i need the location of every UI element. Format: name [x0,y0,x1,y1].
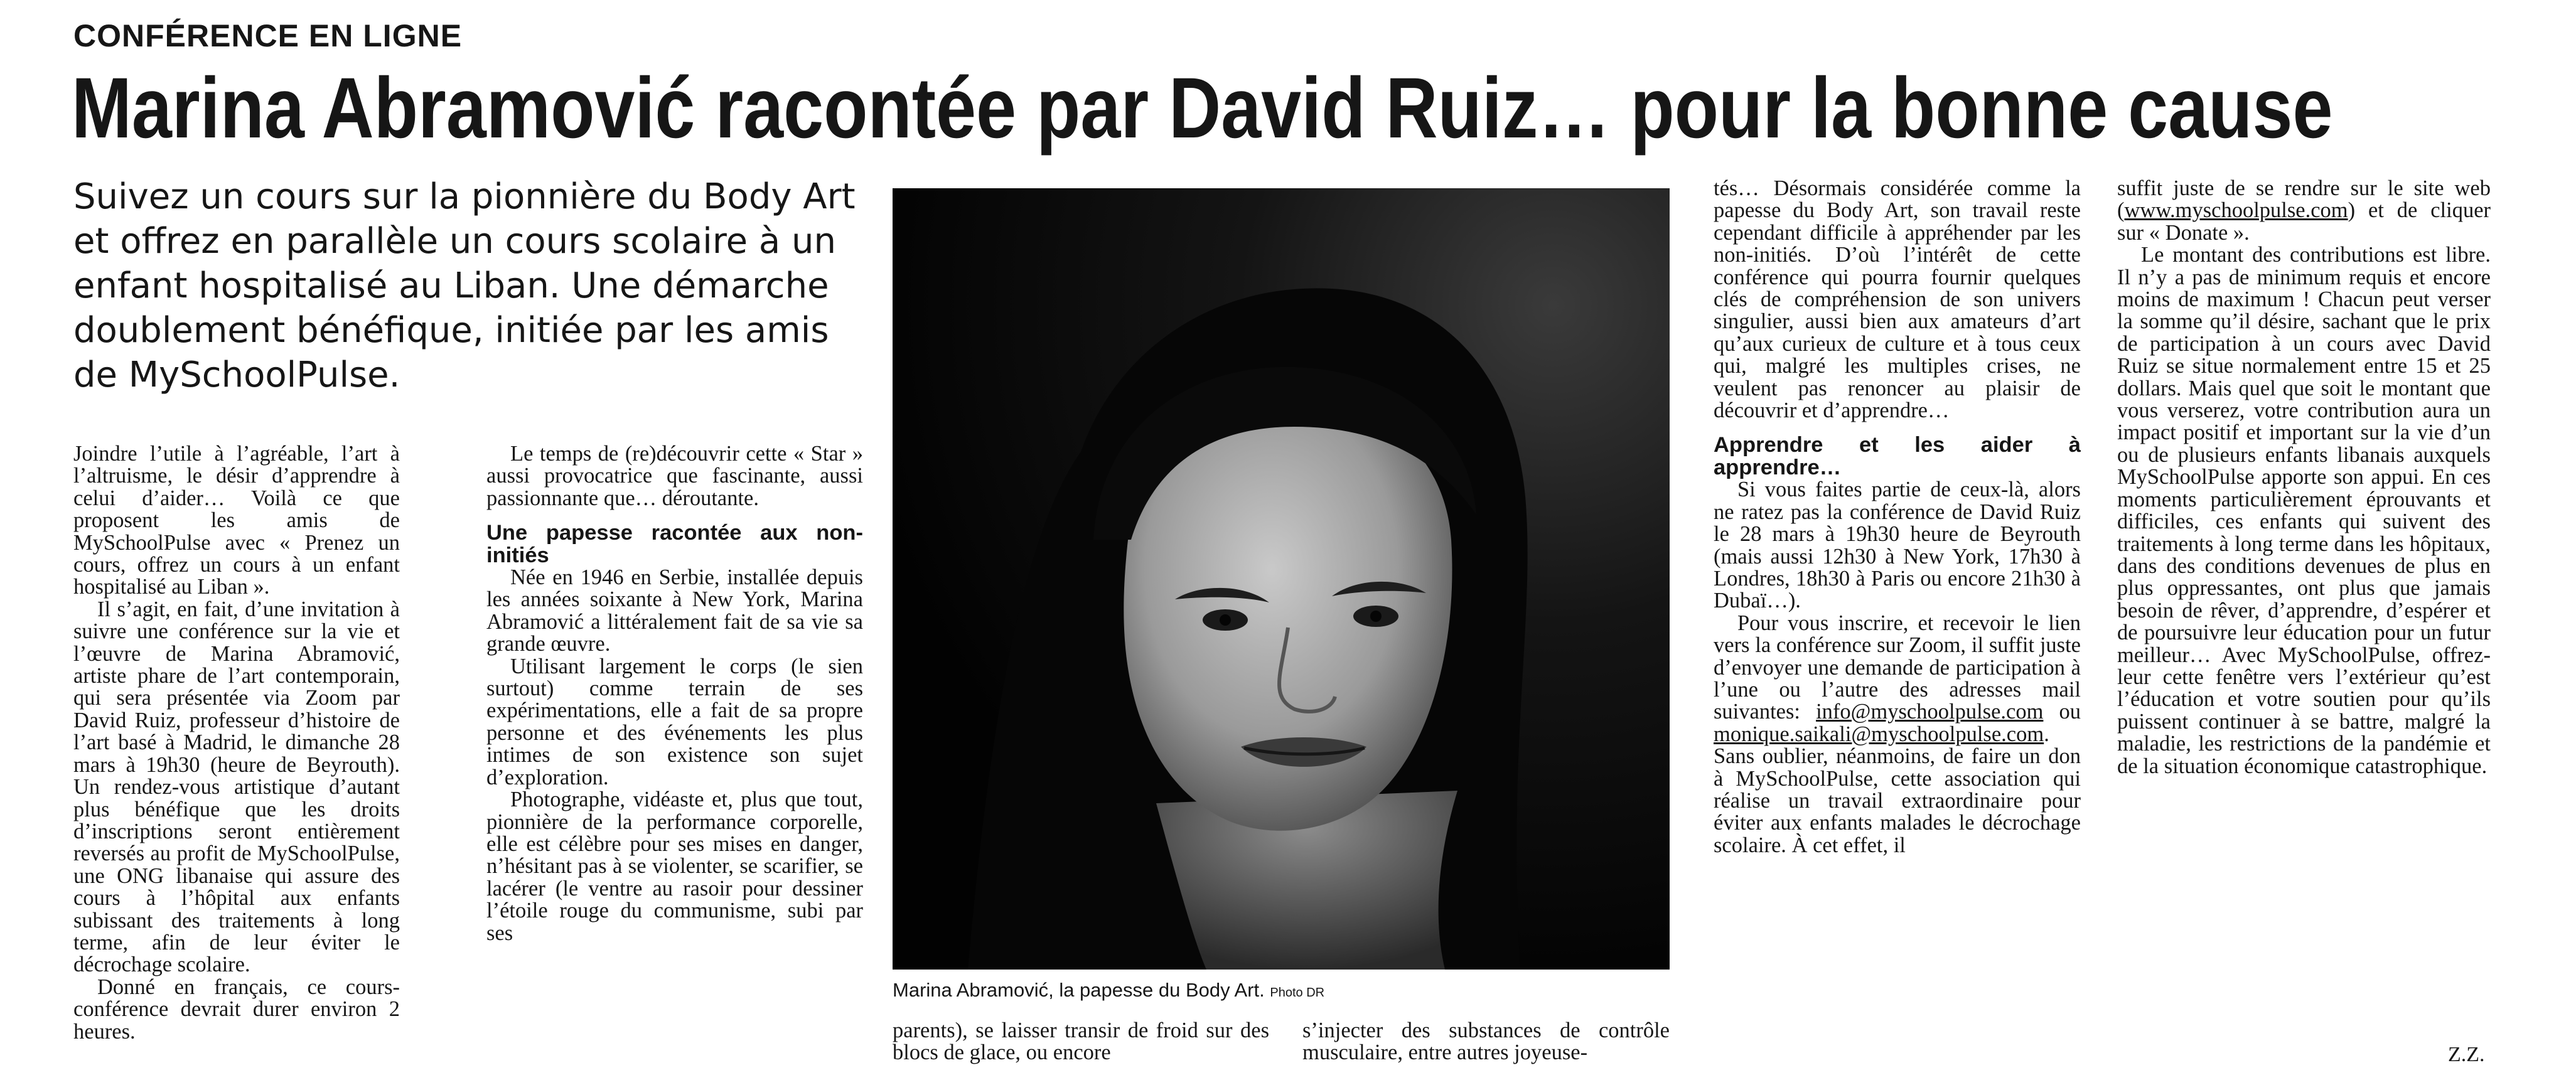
paragraph: Le montant des contributions est libre. Il n’y a pas de minimum requis et encore moins de maximum ! Chacun peut verser la somme qu’il désire, sachant que le prix de participation à un cours avec David Ruiz se situe normalement entre 15 et 25 dollars. Mais quel que soit le montant que vous verserez, votre contribution aura un impact positif et important sur la vie d’un ou de plusieurs enfants libanais auxquels MySchoolPulse apporte son appui. En ces moments particulièrement éprouvants et difficiles, ces enfants qui suivent des traitements à long terme dans les hôpitaux, dans des conditions devenues de plus en plus oppressantes, ont plus que jamais besoin de rêver, d’apprendre, d’espérer et de poursuivre leur éducation pour un futur meilleur… Avec MySchoolPulse, offrez-leur cette fenêtre vers l’extérieur qu’est l’éducation et votre soutien pour qu’ils puissent continuer à se battre, malgré la maladie, les restrictions de la pandémie et de la situation économique catastrophique. [2117,243,2491,778]
text-column-1 [73,443,400,1043]
paragraph: Si vous faites partie de ceux-là, alors ne ratez pas la conférence de David Ruiz le 28 mars à 19h30 heure de Beyrouth (mais aussi 12h30 à New York, 17h30 à Londres, 18h30 à Paris ou encore 21h30 à Dubaï…). [1714,478,2081,613]
text-column-6 [2117,178,2491,778]
paragraph [2117,178,2491,244]
paragraph: parents), se laisser transir de froid sur des blocs de glace, ou encore [893,1018,1269,1065]
paragraph-text: suffit juste de se rendre sur le site web ( [2117,176,2491,223]
subheading: Apprendre et les aider à apprendre… [1714,433,2081,479]
paragraph-text: Pour vous inscrire, et recevoir le lien vers la conférence sur Zoom, il suffit juste d’envoyer une demande de participation à l’une ou l’autre des adresses mail suivantes: [1714,611,2081,724]
paragraph: Le temps de (re)découvrir cette « Star » aussi provocatrice que fascinante, aussi passionnante que… déroutante. [486,442,863,510]
website-link[interactable]: www.myschoolpulse.com [2124,198,2348,223]
paragraph: tés… Désormais considérée comme la papesse du Body Art, son travail reste cependant difficile à appréhender par les non-initiés. D’où l’intérêt de cette conférence qui pourra fournir quelques clés de compréhension de son univers singulier, aussi bien aux amateurs d’art qu’aux curieux de culture et à tous ceux qui, malgré les multiples crises, ne veulent pas renoncer au plaisir de découvrir et d’apprendre… [1714,176,2081,423]
author-signature: Z.Z. [2448,1043,2485,1066]
text-column-4 [1302,1020,1670,1064]
paragraph: Il s’agit, en fait, d’une invitation à suivre une conférence sur la vie et l’œuvre de Marina Abramović, artiste phare de l’art contemporain, qui sera présentée via Zoom par David Ruiz, professeur d’histoire de l’art basé à Madrid, le dimanche 28 mars à 19h30 (heure de Beyrouth). Un rendez-vous artistique d’autant plus bénéfique que les droits d’inscriptions seront entièrement reversés au profit de MySchoolPulse, une ONG libanaise qui assure des cours à l’hôpital aux enfants subissant des traitements à long terme, afin de leur éviter le décrochage scolaire. [73,597,400,977]
portrait-illustration [893,188,1670,970]
photo-caption [893,979,1670,1002]
paragraph: s’injecter des substances de contrôle musculaire, entre autres joyeuse- [1302,1018,1670,1065]
photo-credit: Photo DR [1270,986,1325,1000]
article-headline: Marina Abramović racontée par David Ruiz… pour la bonne cause [72,60,2333,156]
paragraph-text: ) et de cliquer sur « Donate ». [2117,198,2491,245]
paragraph: Née en 1946 en Serbie, installée depuis les années soixante à New York, Marina Abramović a littéralement fait de sa vie sa grande œuvre. [486,565,863,656]
email-link-info[interactable]: info@myschoolpulse.com [1816,700,2044,724]
subheading: Une papesse racontée aux non-initiés [486,521,863,567]
text-column-2 [486,443,863,944]
text-column-3 [893,1020,1269,1064]
paragraph: Joindre l’utile à l’agréable, l’art à l’altruisme, le désir d’apprendre à celui d’aider… Voilà ce que proposent les amis de MySchoolPulse avec « Prenez un cours, offrez un cours à un enfant hospitalisé au Liban ». [73,442,400,599]
caption-text: Marina Abramović, la papesse du Body Art. [893,979,1265,1001]
text-column-5 [1714,178,2081,857]
article-standfirst: Suivez un cours sur la pionnière du Body Art et offrez en parallèle un cours scolaire à un enfant hospitalisé au Liban. Une démarche doublement bénéfique, initiée par les amis de MySchoolPulse. [73,176,856,395]
section-kicker: CONFÉRENCE EN LIGNE [73,18,463,53]
paragraph: Photographe, vidéaste et, plus que tout, pionnière de la performance corporelle, elle est célèbre pour ses mises en danger, n’hésitant pas à se violenter, se scarifier, se lacérer (le ventre au rasoir pour dessiner l’étoile rouge du communisme, subi par ses [486,788,863,945]
paragraph: Donné en français, ce cours-conférence devrait durer environ 2 heures. [73,975,400,1044]
paragraph [1714,612,2081,857]
paragraph-text: . Sans oublier, néanmoins, de faire un don à MySchoolPulse, cette association qui réalise un travail extraordinaire pour éviter aux enfants malades le décrochage scolaire. À cet effet, il [1714,722,2081,857]
portrait-photo [893,188,1670,970]
conjunction-text: ou [2043,700,2081,724]
paragraph: Utilisant largement le corps (le sien surtout) comme terrain de ses expérimentations, elle a fait de sa propre personne et des événements les plus intimes de son existence son sujet d’exploration. [486,654,863,789]
email-link-monique[interactable]: monique.saikali@myschoolpulse.com [1714,722,2044,746]
